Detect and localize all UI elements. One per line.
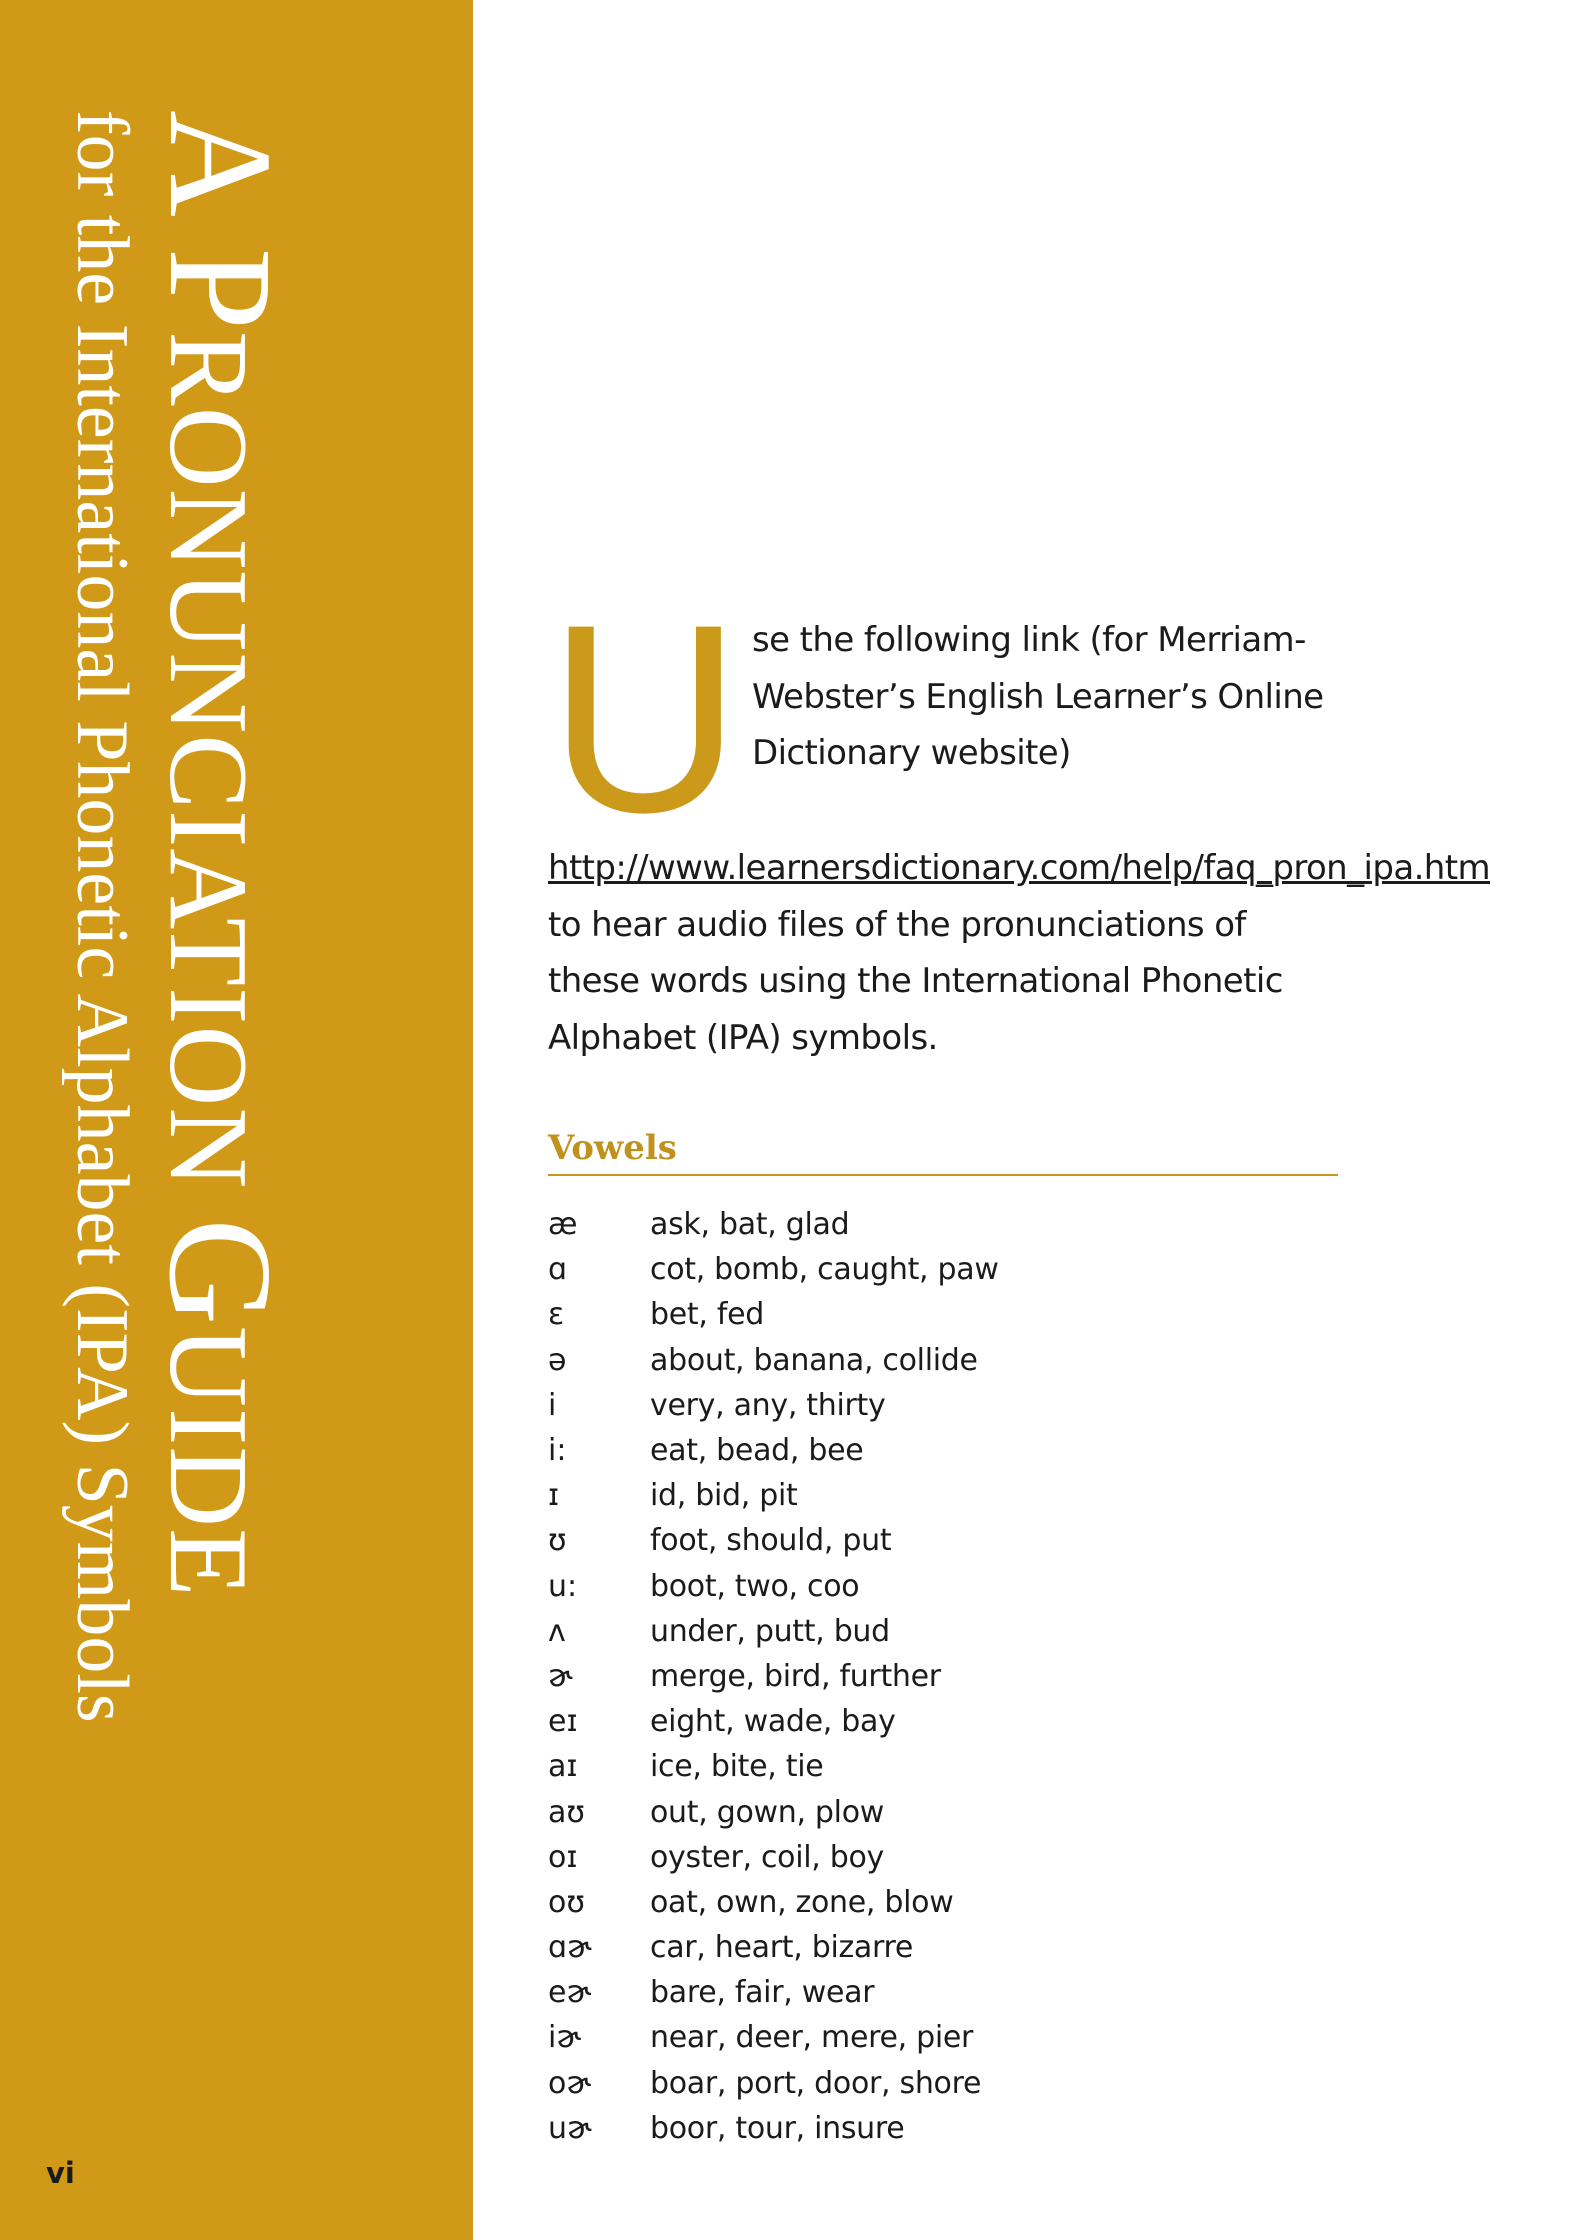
example-words: boor, tour, insure: [650, 2110, 905, 2146]
ipa-symbol: aɪ: [548, 1749, 578, 1785]
vowel-row: [548, 1925, 1338, 1970]
vertical-title: [60, 110, 300, 1723]
title-part: UIDE: [146, 1326, 270, 1598]
ipa-symbol: eɪ: [548, 1704, 578, 1740]
ipa-symbol: oɚ: [548, 2065, 591, 2101]
ipa-symbol: ɪ: [548, 1478, 560, 1514]
vowel-row: [548, 2061, 1338, 2106]
vowel-row: [548, 1654, 1338, 1699]
vowel-row: [548, 2106, 1338, 2151]
ipa-symbol: ɑɚ: [548, 1930, 592, 1966]
ipa-symbol: ʊ: [548, 1523, 567, 1559]
vowel-row: [548, 1292, 1338, 1337]
vowel-row: [548, 1880, 1338, 1925]
ipa-symbol: aʊ: [548, 1794, 585, 1830]
vowel-row: [548, 1247, 1338, 1292]
ipa-symbol: i:: [548, 1433, 567, 1469]
vowel-row: [548, 1428, 1338, 1473]
intro-text-after: to hear audio files of the pronunciations of these words using the International Phonetic Alphabet (IPA) symbols.: [548, 904, 1283, 1058]
example-words: cot, bomb, caught, paw: [650, 1252, 999, 1288]
example-words: eight, wade, bay: [650, 1704, 896, 1740]
title-sidebar: [0, 0, 473, 2240]
vowels-heading: Vowels: [548, 1128, 1338, 1176]
example-words: boot, two, coo: [650, 1568, 860, 1604]
vowel-row: [548, 1744, 1338, 1789]
example-words: ask, bat, glad: [650, 1207, 850, 1243]
vowel-row: [548, 1202, 1338, 1247]
example-words: oyster, coil, boy: [650, 1839, 885, 1875]
vowel-row: [548, 1609, 1338, 1654]
ipa-symbol: oɪ: [548, 1839, 578, 1875]
ipa-symbol: ɑ: [548, 1252, 568, 1288]
ipa-symbol: uɚ: [548, 2110, 592, 2146]
example-words: very, any, thirty: [650, 1387, 886, 1423]
vowel-row: [548, 1699, 1338, 1744]
example-words: car, heart, bizarre: [650, 1930, 914, 1966]
vowel-row: [548, 1383, 1338, 1428]
dictionary-link[interactable]: http://www.learnersdictionary.com/help/faq_pron_ipa.htm: [548, 848, 1490, 888]
ipa-symbol: æ: [548, 1207, 578, 1243]
example-words: merge, bird, further: [650, 1658, 941, 1694]
ipa-symbol: u:: [548, 1568, 578, 1604]
example-words: bet, fed: [650, 1297, 764, 1333]
example-words: boar, port, door, shore: [650, 2065, 982, 2101]
page-number: vi: [46, 2156, 75, 2190]
drop-cap: U: [548, 568, 736, 868]
vowel-row: [548, 1564, 1338, 1609]
ipa-symbol: eɚ: [548, 1975, 592, 2011]
ipa-symbol: i: [548, 1387, 557, 1423]
example-words: id, bid, pit: [650, 1478, 798, 1514]
title-part: P: [138, 247, 302, 332]
title-part: G: [138, 1218, 302, 1327]
vowel-row: [548, 2015, 1338, 2060]
intro-text-before: se the following link (for Merriam-Webster’s English Learner’s Online Dictionary website): [752, 620, 1324, 773]
vowel-row: [548, 1518, 1338, 1563]
example-words: about, banana, collide: [650, 1342, 978, 1378]
example-words: near, deer, mere, pier: [650, 2020, 974, 2056]
ipa-symbol: oʊ: [548, 1884, 585, 1920]
example-words: out, gown, plow: [650, 1794, 884, 1830]
ipa-symbol: ɚ: [548, 1658, 573, 1694]
example-words: eat, bead, bee: [650, 1433, 864, 1469]
vowel-row: [548, 1835, 1338, 1880]
vowel-row: [548, 1473, 1338, 1518]
ipa-symbol: ə: [548, 1342, 567, 1378]
page-title: [128, 110, 300, 1723]
vowel-row: [548, 1338, 1338, 1383]
page-subtitle: for the International Phonetic Alphabet (IPA) Symbols: [61, 110, 143, 1723]
intro-paragraph: [548, 568, 1490, 1066]
ipa-symbol: iɚ: [548, 2020, 581, 2056]
ipa-symbol: ɛ: [548, 1297, 565, 1333]
ipa-symbol: ʌ: [548, 1613, 566, 1649]
title-part: RONUNCIATION: [146, 331, 270, 1219]
example-words: oat, own, zone, blow: [650, 1884, 954, 1920]
example-words: under, putt, bud: [650, 1613, 890, 1649]
vowel-row: [548, 1789, 1338, 1834]
vowel-list: [548, 1202, 1338, 2151]
example-words: foot, should, put: [650, 1523, 892, 1559]
title-part: A: [138, 110, 302, 248]
vowel-row: [548, 1970, 1338, 2015]
example-words: bare, fair, wear: [650, 1975, 875, 2011]
example-words: ice, bite, tie: [650, 1749, 824, 1785]
